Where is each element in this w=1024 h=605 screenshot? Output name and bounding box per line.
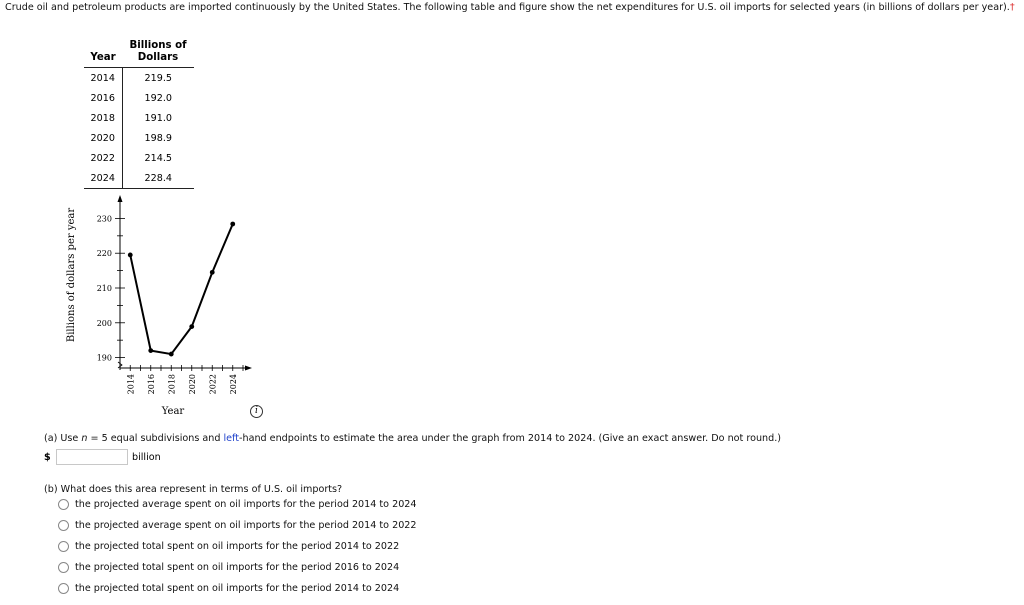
- x-tick-label: 2014: [126, 374, 136, 395]
- intro-text: Crude oil and petroleum products are imported continuously by the United States. The following table and figure show the net expenditures for U.S. oil imports for selected years (in billions of dollars per year).: [5, 2, 1010, 13]
- table-row: [84, 108, 194, 128]
- footnote-dagger[interactable]: †: [1009, 2, 1015, 13]
- part-a-question: [44, 433, 781, 444]
- question-intro: [5, 0, 1020, 16]
- table-row: [84, 168, 194, 189]
- part-a-answer-row: [44, 447, 161, 467]
- area-answer-input[interactable]: [56, 449, 128, 465]
- data-point: [169, 352, 174, 357]
- x-ticks: [126, 365, 243, 394]
- part-a-n-variable: n: [81, 433, 88, 444]
- col-header-billions: [122, 40, 194, 68]
- cell-value: 191.0: [144, 112, 172, 124]
- x-tick-label: 2022: [208, 374, 218, 395]
- option-5[interactable]: [58, 583, 399, 594]
- x-tick-label: 2016: [146, 374, 156, 395]
- table-row: [84, 88, 194, 108]
- part-a-mid2: -hand endpoints to estimate the area under the graph from 2014 to 2024. (Give an exact answer. Do not round.): [239, 433, 781, 444]
- option-label: the projected total spent on oil imports for the period 2016 to 2024: [75, 562, 400, 573]
- table-row: [84, 68, 194, 89]
- radio-button[interactable]: [58, 562, 69, 573]
- data-point: [230, 222, 235, 227]
- y-axis-arrow: [118, 195, 123, 202]
- y-tick-label: 220: [96, 249, 112, 259]
- cell-year: 2022: [84, 148, 122, 168]
- data-point: [189, 324, 194, 329]
- option-2[interactable]: [58, 520, 417, 531]
- currency-symbol: $: [44, 451, 51, 463]
- cell-value: 228.4: [122, 168, 194, 189]
- col-header-billions-line1: Billions of: [129, 40, 187, 51]
- table-row: [84, 128, 194, 148]
- oil-imports-line-chart: [55, 190, 255, 422]
- cell-year: 2016: [84, 88, 122, 108]
- y-tick-label: 230: [96, 214, 112, 224]
- option-4[interactable]: [58, 562, 399, 573]
- left-hand-hint[interactable]: left: [223, 433, 240, 444]
- y-axis-label: Billions of dollars per year: [66, 207, 77, 343]
- data-points: [128, 222, 235, 357]
- option-label: the projected total spent on oil imports for the period 2014 to 2024: [75, 583, 400, 594]
- part-a-prefix: (a) Use: [44, 433, 82, 444]
- option-1[interactable]: [58, 499, 417, 510]
- cell-year: 2024: [84, 168, 122, 189]
- x-tick-label: 2024: [228, 374, 238, 395]
- option-label: the projected average spent on oil imports for the period 2014 to 2022: [75, 520, 417, 531]
- data-table: [84, 40, 194, 189]
- part-a-mid1: = 5 equal subdivisions and: [87, 433, 224, 444]
- radio-button[interactable]: [58, 583, 69, 594]
- cell-value: 219.5: [144, 72, 172, 84]
- cell-value: 214.5: [144, 152, 172, 164]
- x-axis-label: Year: [161, 406, 185, 417]
- part-b-question: (b) What does this area represent in terms of U.S. oil imports?: [44, 484, 343, 495]
- x-axis-arrow: [245, 366, 252, 371]
- cell-year: 2020: [84, 128, 122, 148]
- data-point: [210, 270, 215, 275]
- col-header-year: Year: [84, 40, 122, 68]
- radio-button[interactable]: [58, 541, 69, 552]
- table-row: [84, 148, 194, 168]
- option-label: the projected total spent on oil imports for the period 2014 to 2022: [75, 541, 400, 552]
- info-icon[interactable]: i: [250, 405, 263, 418]
- radio-button[interactable]: [58, 520, 69, 531]
- answer-unit: billion: [132, 451, 161, 463]
- x-tick-label: 2018: [167, 374, 177, 395]
- y-tick-label: 190: [96, 353, 112, 363]
- chart-axes: [118, 195, 253, 371]
- y-ticks: [97, 214, 125, 362]
- cell-year: 2014: [84, 68, 122, 89]
- cell-value: 192.0: [144, 92, 172, 104]
- data-point: [148, 348, 153, 353]
- y-tick-label: 210: [96, 284, 112, 293]
- cell-value: 198.9: [144, 132, 172, 144]
- series-line: [130, 224, 233, 354]
- col-header-billions-line2: Dollars: [137, 52, 179, 63]
- option-label: the projected average spent on oil imports for the period 2014 to 2024: [75, 499, 417, 510]
- cell-year: 2018: [84, 108, 122, 128]
- option-3[interactable]: [58, 541, 399, 552]
- y-tick-label: 200: [96, 318, 112, 328]
- x-tick-label: 2020: [187, 374, 197, 395]
- radio-button[interactable]: [58, 499, 69, 510]
- table-header-row: [84, 40, 194, 68]
- data-point: [128, 253, 133, 258]
